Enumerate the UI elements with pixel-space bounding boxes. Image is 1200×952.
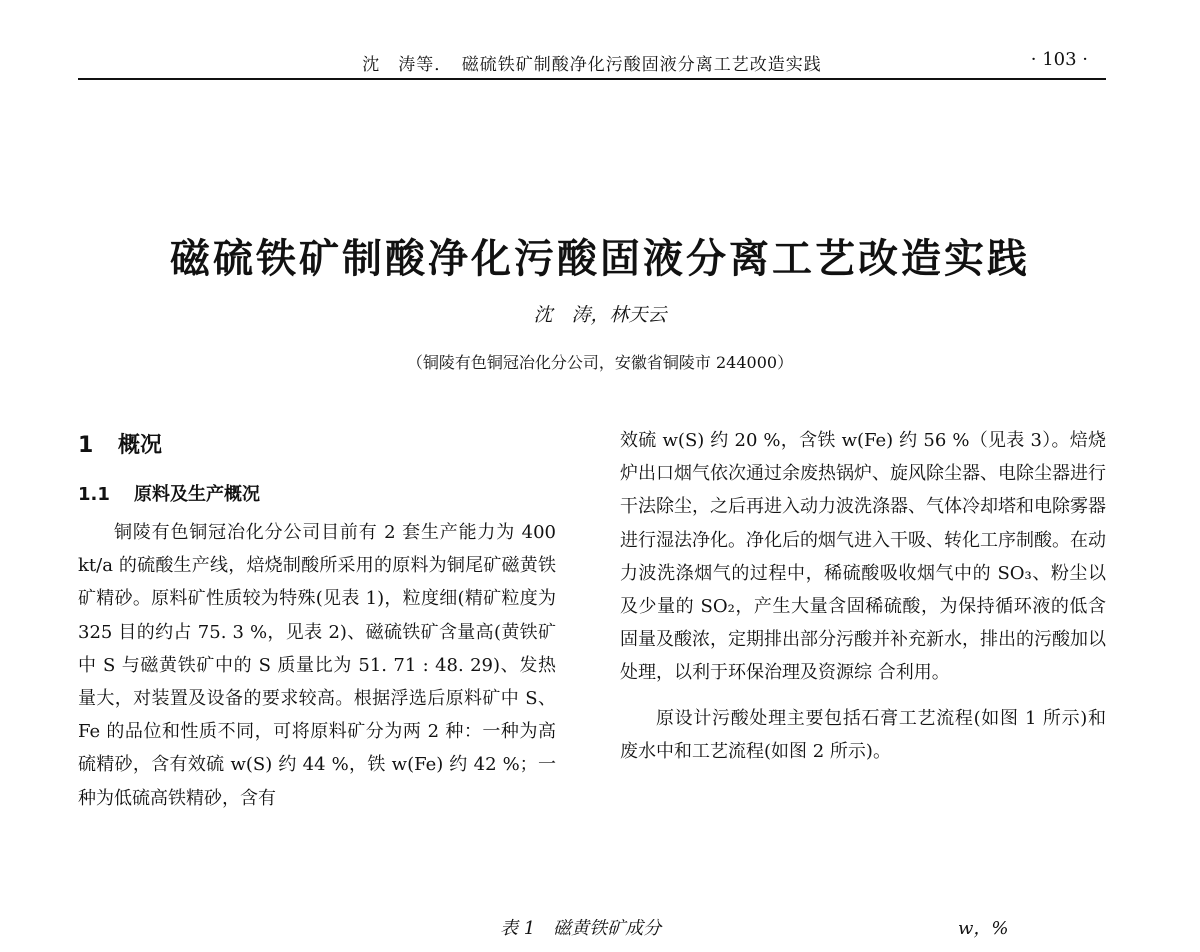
section-number: 1	[78, 433, 94, 458]
subsection-number: 1.1	[78, 484, 110, 505]
right-column	[620, 424, 1106, 768]
affiliation: （铜陵有色铜冠冶化分公司，安徽省铜陵市 244000）	[406, 353, 794, 372]
table-caption: 表 1 磁黄铁矿成分	[500, 918, 662, 939]
paragraph-1: 铜陵有色铜冠冶化分公司目前有 2 套生产能力为 400 kt/a 的硫酸生产线，焙烧制酸所采用的原料为铜尾矿磁黄铁矿精砂。原料矿性质较为特殊(见表 1)，粒度细(精矿粒度为 325 目的约占 75. 3 %，见表 2)、磁硫铁矿含量高(黄铁矿中 S 与磁黄铁矿中的 S 质量比为 51. 71 : 48. 29)、发热量大，对装置及设备的要求较高。根据浮选后原料矿中 S、Fe 的品位和性质不同，可将原料矿分为两 2 种：一种为高硫精砂，含有效硫 w(S) 约 44 %，铁 w(Fe) 约 42 %；一种为低硫高铁精砂，含有	[78, 522, 556, 809]
left-column	[78, 424, 556, 815]
table-unit: w，%	[958, 918, 1009, 939]
paragraph-2: 效硫 w(S) 约 20 %，含铁 w(Fe) 约 56 %（见表 3）。焙烧炉出口烟气依次通过余废热锅炉、旋风除尘器、电除尘器进行干法除尘，之后再进入动力波洗涤器、气体冷却塔和电除雾器进行湿法净化。净化后的烟气进入干吸、转化工序制酸。在动力波洗涤烟气的过程中，稀硫酸吸收烟气中的 SO₃、粉尘以及少量的 SO₂，产生大量含固稀硫酸，为保持循环液的低含固量及酸浓，定期排出部分污酸并补充新水，排出的污酸加以处理，以利于环保治理及资源综 合利用。	[620, 430, 1106, 684]
section-title: 概况	[118, 433, 163, 458]
subsection-title: 原料及生产概况	[134, 484, 260, 505]
running-title: 沈 涛等． 磁硫铁矿制酸净化污酸固液分离工艺改造实践	[362, 55, 822, 75]
paragraph-3: 原设计污酸处理主要包括石膏工艺流程(如图 1 所示)和废水中和工艺流程(如图 2 所示)。	[620, 707, 1106, 762]
subsection-heading	[78, 480, 556, 516]
authors: 沈 涛，林天云	[533, 304, 667, 326]
section-heading	[78, 428, 556, 468]
article-title: 磁硫铁矿制酸净化污酸固液分离工艺改造实践	[170, 235, 1030, 282]
running-header	[78, 46, 1106, 80]
page-number: · 103 ·	[1030, 49, 1088, 70]
